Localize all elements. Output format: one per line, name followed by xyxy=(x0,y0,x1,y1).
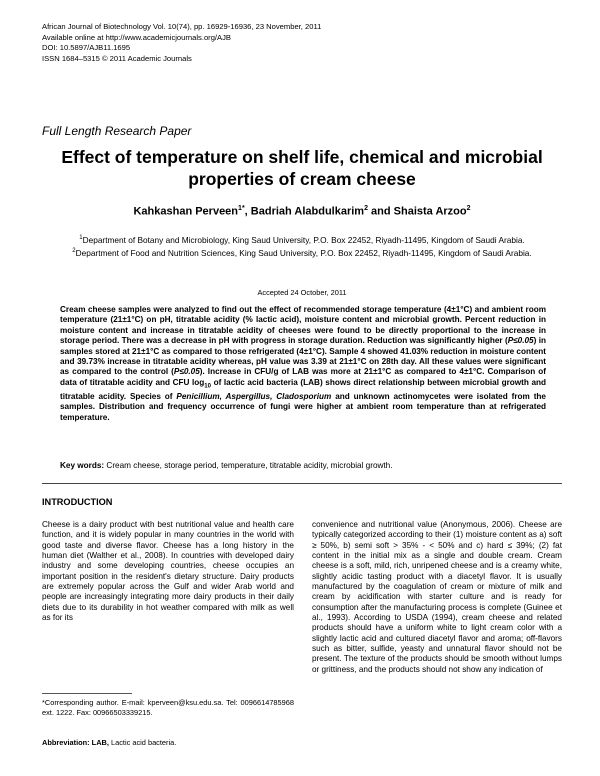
author-affiliation-mark: 2 xyxy=(364,205,368,212)
abbreviation-note: Abbreviation: LAB, Lactic acid bacteria. xyxy=(42,738,177,747)
introduction-right-column: convenience and nutritional value (Anonymous, 2006). Cheese are typically categorized according to their (1) moisture content as a) soft ≥ 50%, b) semi soft > 35% - < 50% and c) hard ≤ 39%; (2) fat content in the initial mix as a single and double cream. Cream cheese is a soft, mild, rich, unripened cheese and is a creamy white, slightly acidic tasting product with a diacetyl flavor. It is usually manufactured by the coagulation of cream or mixture of milk and cream by acidification with starter culture and is ready for consumption after the manufacturing process is complete (Guinee et al., 1993). According to USDA (1994), cream cheese and related products should have a uniform white to light cream color with a slightly lactic acid and cultured diacetyl flavor and aroma; off-flavors such as bitter, sulfide, yeasty and unnatural flavor should not be present. The texture of the products should be smooth without lumps or grittiness, and the products should not show any indication of xyxy=(312,520,562,674)
paper-title: Effect of temperature on shelf life, chemical and microbial properties of cream cheese xyxy=(61,147,543,189)
author-name: Kahkashan Perveen xyxy=(133,205,239,218)
section-heading-introduction: INTRODUCTION xyxy=(42,497,113,507)
introduction-left-column: Cheese is a dairy product with best nutritional value and health care function, and it is widely popular in many countries in the world with good taste and diverse flavor. Cheese has a long history in the human diet (Walther et al., 2008). In countries with developed dairy industry and some developing countries, cheese occupies an important position in the resident's dietary structure. Dairy products are extremely popular across the Gulf and wider Arab world and people are increasingly integrating more dairy products in their daily diets due to its durability in hot weather compared with milk as well as for its xyxy=(42,520,294,623)
affiliation: $^1$Department of Botany and Microbiology, King Saud University, P.O. Box 22452, Riyadh-11495, Kingdom of Saudi Arabia. xyxy=(79,234,525,245)
availability-line: Available online at http://www.academicjournals.org/AJB xyxy=(42,32,231,42)
author-affiliation-mark: 1* xyxy=(238,205,245,212)
corresponding-author-footnote: *Corresponding author. E-mail: kperveen@ksu.edu.sa. Tel: 0096614785968 ext. 1222. Fax: 00966503339215. xyxy=(42,698,294,717)
affiliation: $^2$Department of Food and Nutrition Sciences, King Saud University, P.O. Box 22452, Riyadh-11495, Kingdom of Saudi Arabia. xyxy=(72,247,532,258)
footnote-divider xyxy=(42,693,132,694)
author-name: Shaista Arzoo xyxy=(393,205,467,218)
abstract: Cream cheese samples were analyzed to find out the effect of recommended storage temperature (4±1°C) and ambient room temperature (21±1°C) on pH, titratable acidity (% lactic acid), moisture content and microbial growth. Percent reduction in moisture content and increase in titratable acidity of cheeses were found to be directly proportional to the increase in storage period. There was a decrease in pH with progress in storage duration. Reduction was significantly higher (P≤0.05) in samples stored at 21±1°C as compared to those refrigerated (4±1°C). Sample 4 showed 41.03% reduction in moisture content and 39.73% increase in titratable acidity whereas, pH value was 3.39 at 21±1°C on 28th day. All these values were significant as compared to the control (P≤0.05). Increase in CFU/g of LAB was more at 21±1°C as compared to 4±1°C. Comparison of data of titratable acidity and CFU $\log_{10}$ of lactic acid bacteria (LAB) shows direct relationship between microbial growth and titratable acidity. Species of Penicillium, Aspergillus, Cladosporium and unknown actinomycetes were isolated from the samples. Distribution and frequency occurrence of fungi were higher at ambient room temperature than at refrigerated temperature. xyxy=(60,305,546,422)
accepted-date: Accepted 24 October, 2011 xyxy=(257,288,347,297)
issn-line: ISSN 1684–5315 © 2011 Academic Journals xyxy=(42,53,192,63)
keywords xyxy=(60,461,546,471)
journal-header xyxy=(42,22,321,64)
author-affiliation-mark: 2 xyxy=(466,205,471,212)
section-divider xyxy=(42,483,562,484)
author-list: Kahkashan Perveen$^{1*}$, Badriah Alabdulkarim$^2$ and Shaista Arzoo$^2$ xyxy=(133,205,471,218)
keywords-text: Cream cheese, storage period, temperature, titratable acidity, microbial growth. xyxy=(106,461,393,470)
affiliations xyxy=(52,233,552,259)
keywords-label: Key words: xyxy=(60,461,105,470)
author-name: Badriah Alabdulkarim xyxy=(250,205,365,218)
doi-line: DOI: 10.5897/AJB11.1695 xyxy=(42,43,131,53)
paper-type: Full Length Research Paper xyxy=(42,124,192,138)
journal-citation: African Journal of Biotechnology Vol. 10(74), pp. 16929-16936, 23 November, 2011 xyxy=(42,22,322,31)
